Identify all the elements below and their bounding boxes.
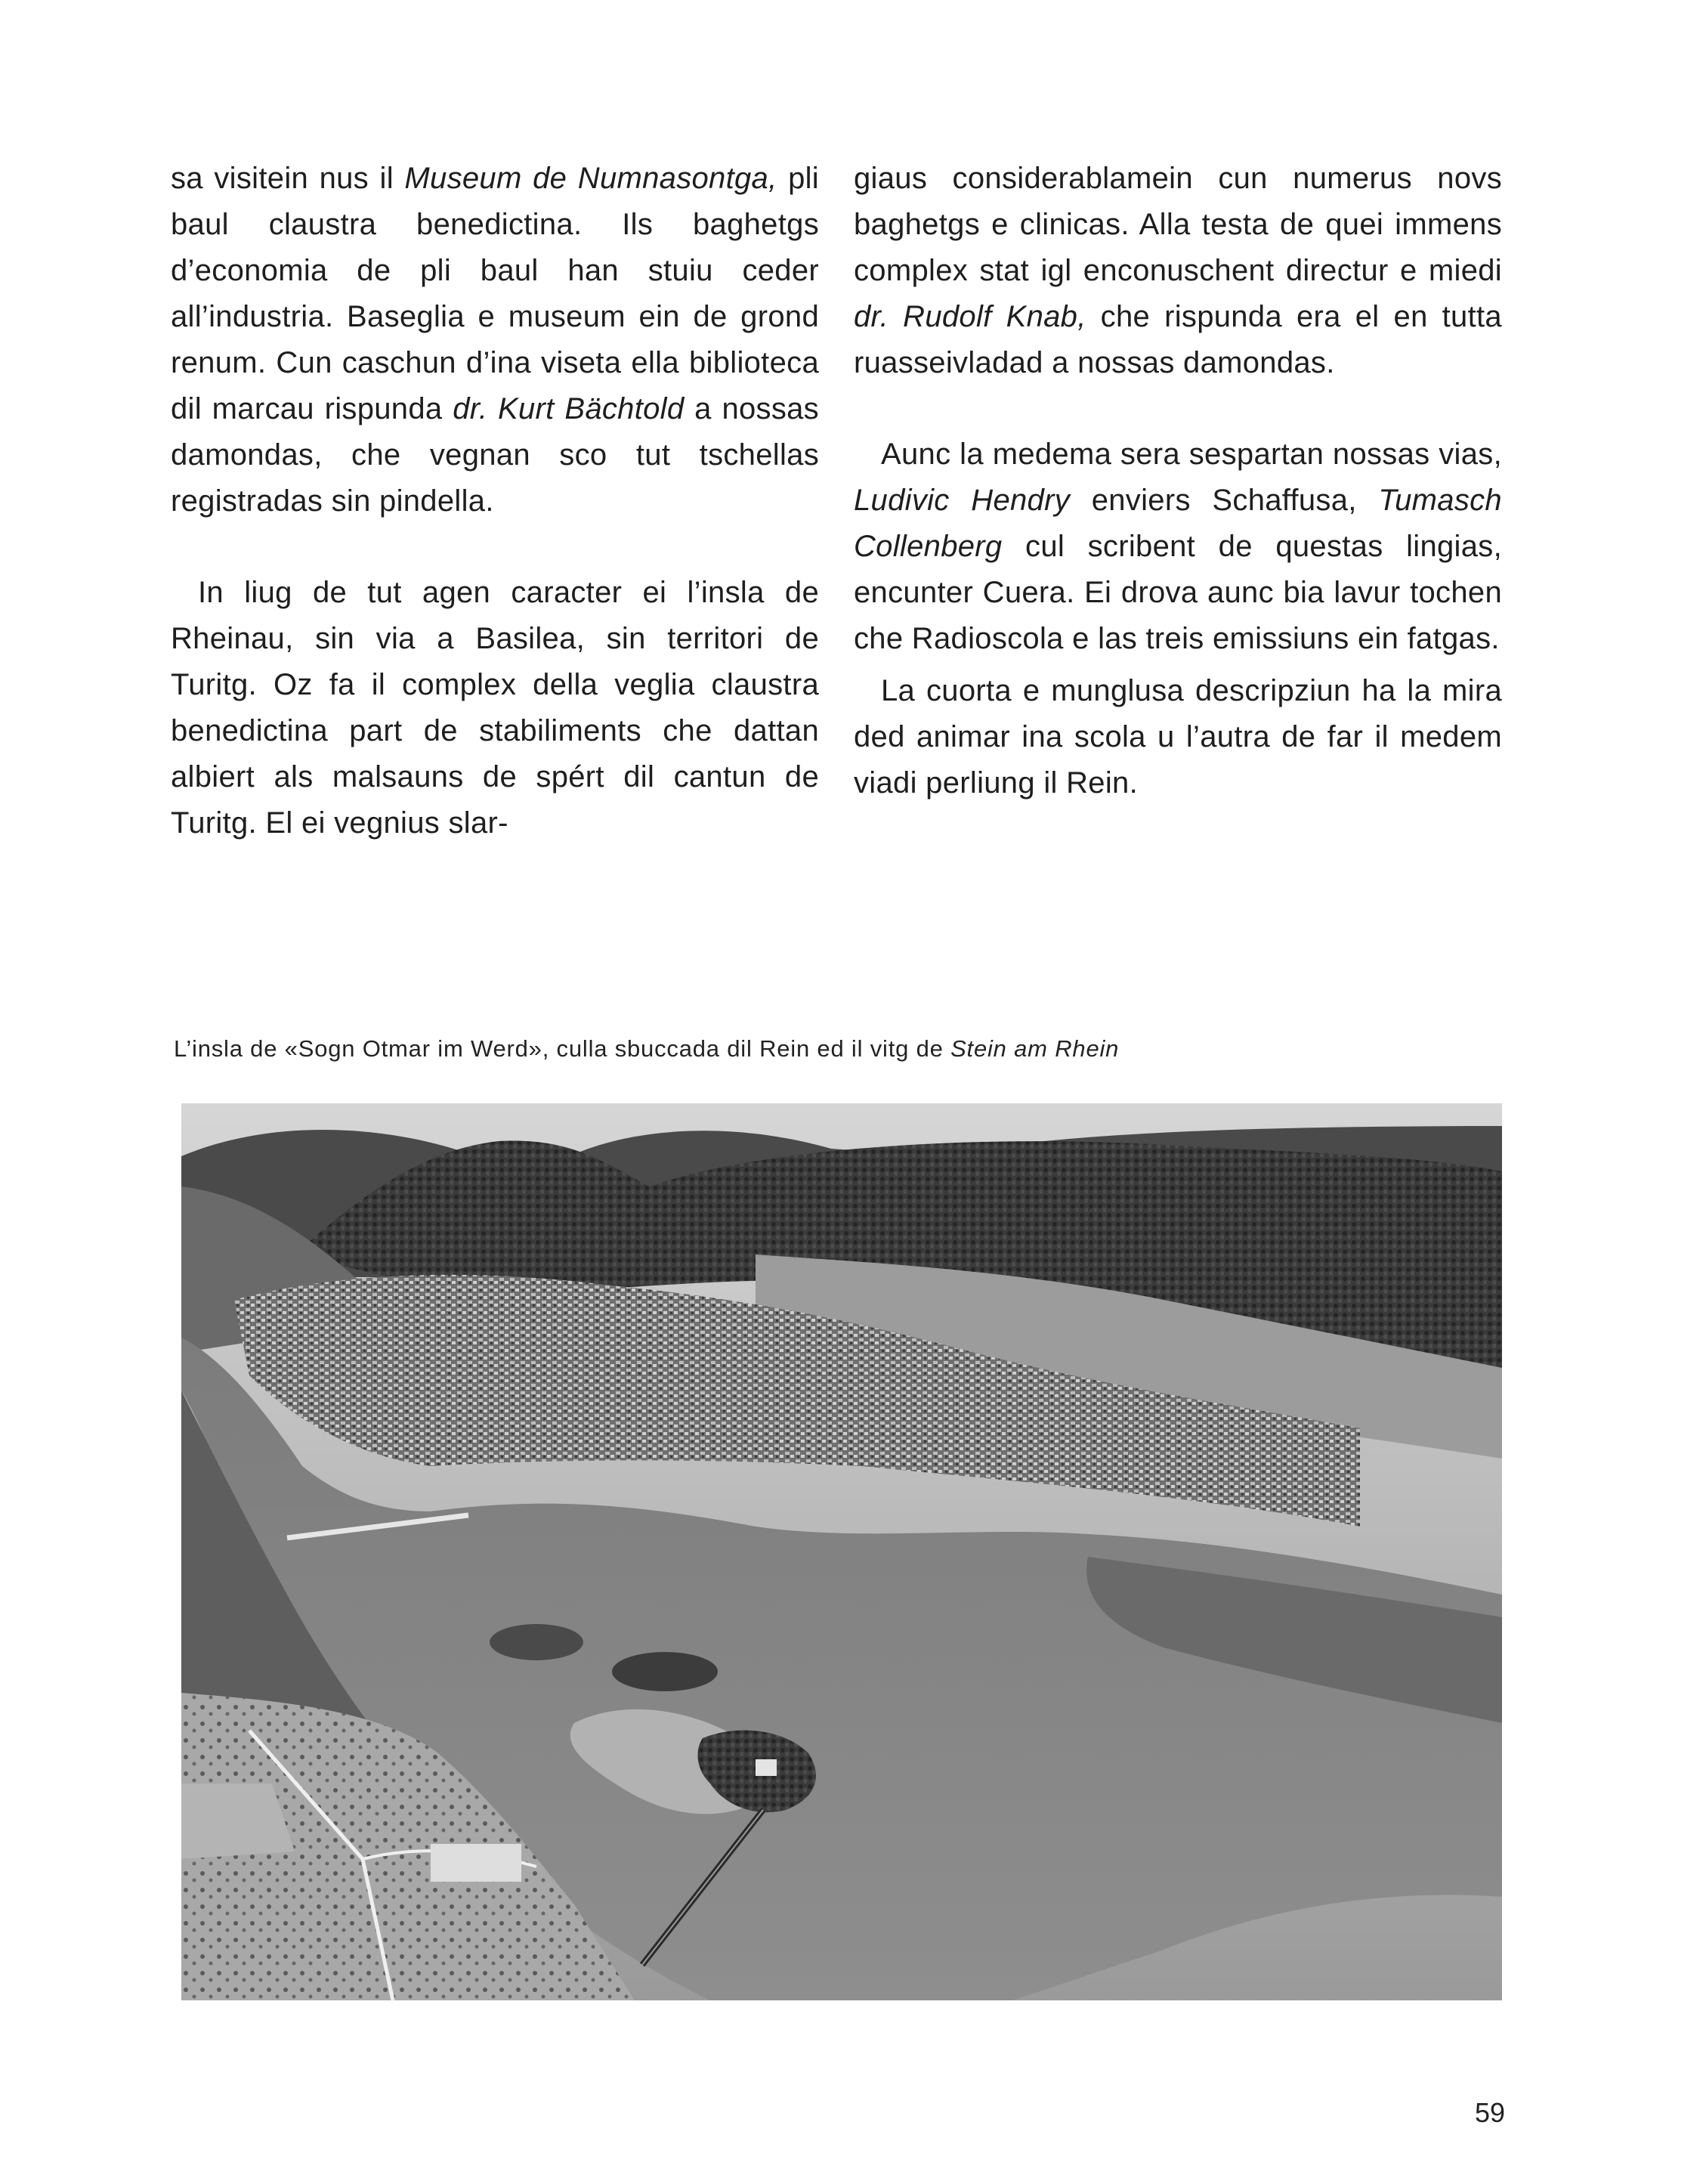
left-column bbox=[171, 156, 819, 846]
small-island-east bbox=[612, 1652, 718, 1691]
paragraph-museum: sa visitein nus il Museum de Numnasontga, pli baul claustra benedictina. Ils baghetgs d’economia de pli baul han stuiu ceder all’industria. Baseglia e museum ein de grond renum. Cun caschun d’ina viseta ella biblioteca dil marcau rispunda dr. Kurt Bächtold a nossas damondas, che vegnan sco tut tschellas registradas sin pindella. bbox=[171, 162, 819, 518]
paragraph-clinics: giaus considerablamein cun numerus novs baghetgs e clinicas. Alla testa de quei immens complex stat igl enconuschent directur e miedi dr. Rudolf Knab, che rispunda era el en tutta ruasseivladad a nossas damondas. bbox=[854, 162, 1502, 379]
emphasis-museum-name: Museum de Numnasontga, bbox=[404, 162, 777, 195]
emphasis-person-collenberg: Tumasch Collenberg bbox=[854, 484, 1502, 563]
paragraph-departure: Aunc la medema sera sespartan nossas vias, Ludivic Hendry enviers Schaffusa, Tumasch Collenberg cul scribent de questas lingias, encunter Cuera. Ei drova aunc bia lavur tochen che Radioscola e las treis emissiuns ein fatgas. bbox=[854, 438, 1502, 655]
emphasis-person-baechtold: dr. Kurt Bächtold bbox=[453, 392, 685, 425]
small-island-west bbox=[490, 1624, 583, 1660]
photo-caption: L’insla de «Sogn Otmar im Werd», culla sbuccada dil Rein ed il vitg de Stein am Rhein bbox=[174, 1035, 1120, 1062]
caption-place-name: Stein am Rhein bbox=[950, 1035, 1120, 1062]
paragraph-closing: La cuorta e munglusa descripziun ha la mira ded animar ina scola u l’autra de far il medem viadi perliung il Rein. bbox=[854, 674, 1502, 800]
quarry-clearing bbox=[431, 1844, 521, 1882]
aerial-photo-illustration bbox=[181, 1103, 1502, 2000]
emphasis-person-hendry: Ludivic Hendry bbox=[854, 484, 1071, 517]
page-number: 59 bbox=[1474, 2097, 1505, 2128]
paragraph-rheinau: In liug de tut agen caracter ei l’insla de Rheinau, sin via a Basilea, sin territori de Turitg. Oz fa il complex della veglia claustra benedictina part de stabiliments che dattan albiert als malsauns de spért dil cantun de Turitg. El ei vegnius slar- bbox=[171, 576, 819, 840]
emphasis-person-knab: dr. Rudolf Knab, bbox=[854, 300, 1086, 333]
aerial-photo bbox=[181, 1103, 1502, 2000]
chapel-building bbox=[756, 1759, 777, 1776]
right-column bbox=[854, 156, 1502, 806]
